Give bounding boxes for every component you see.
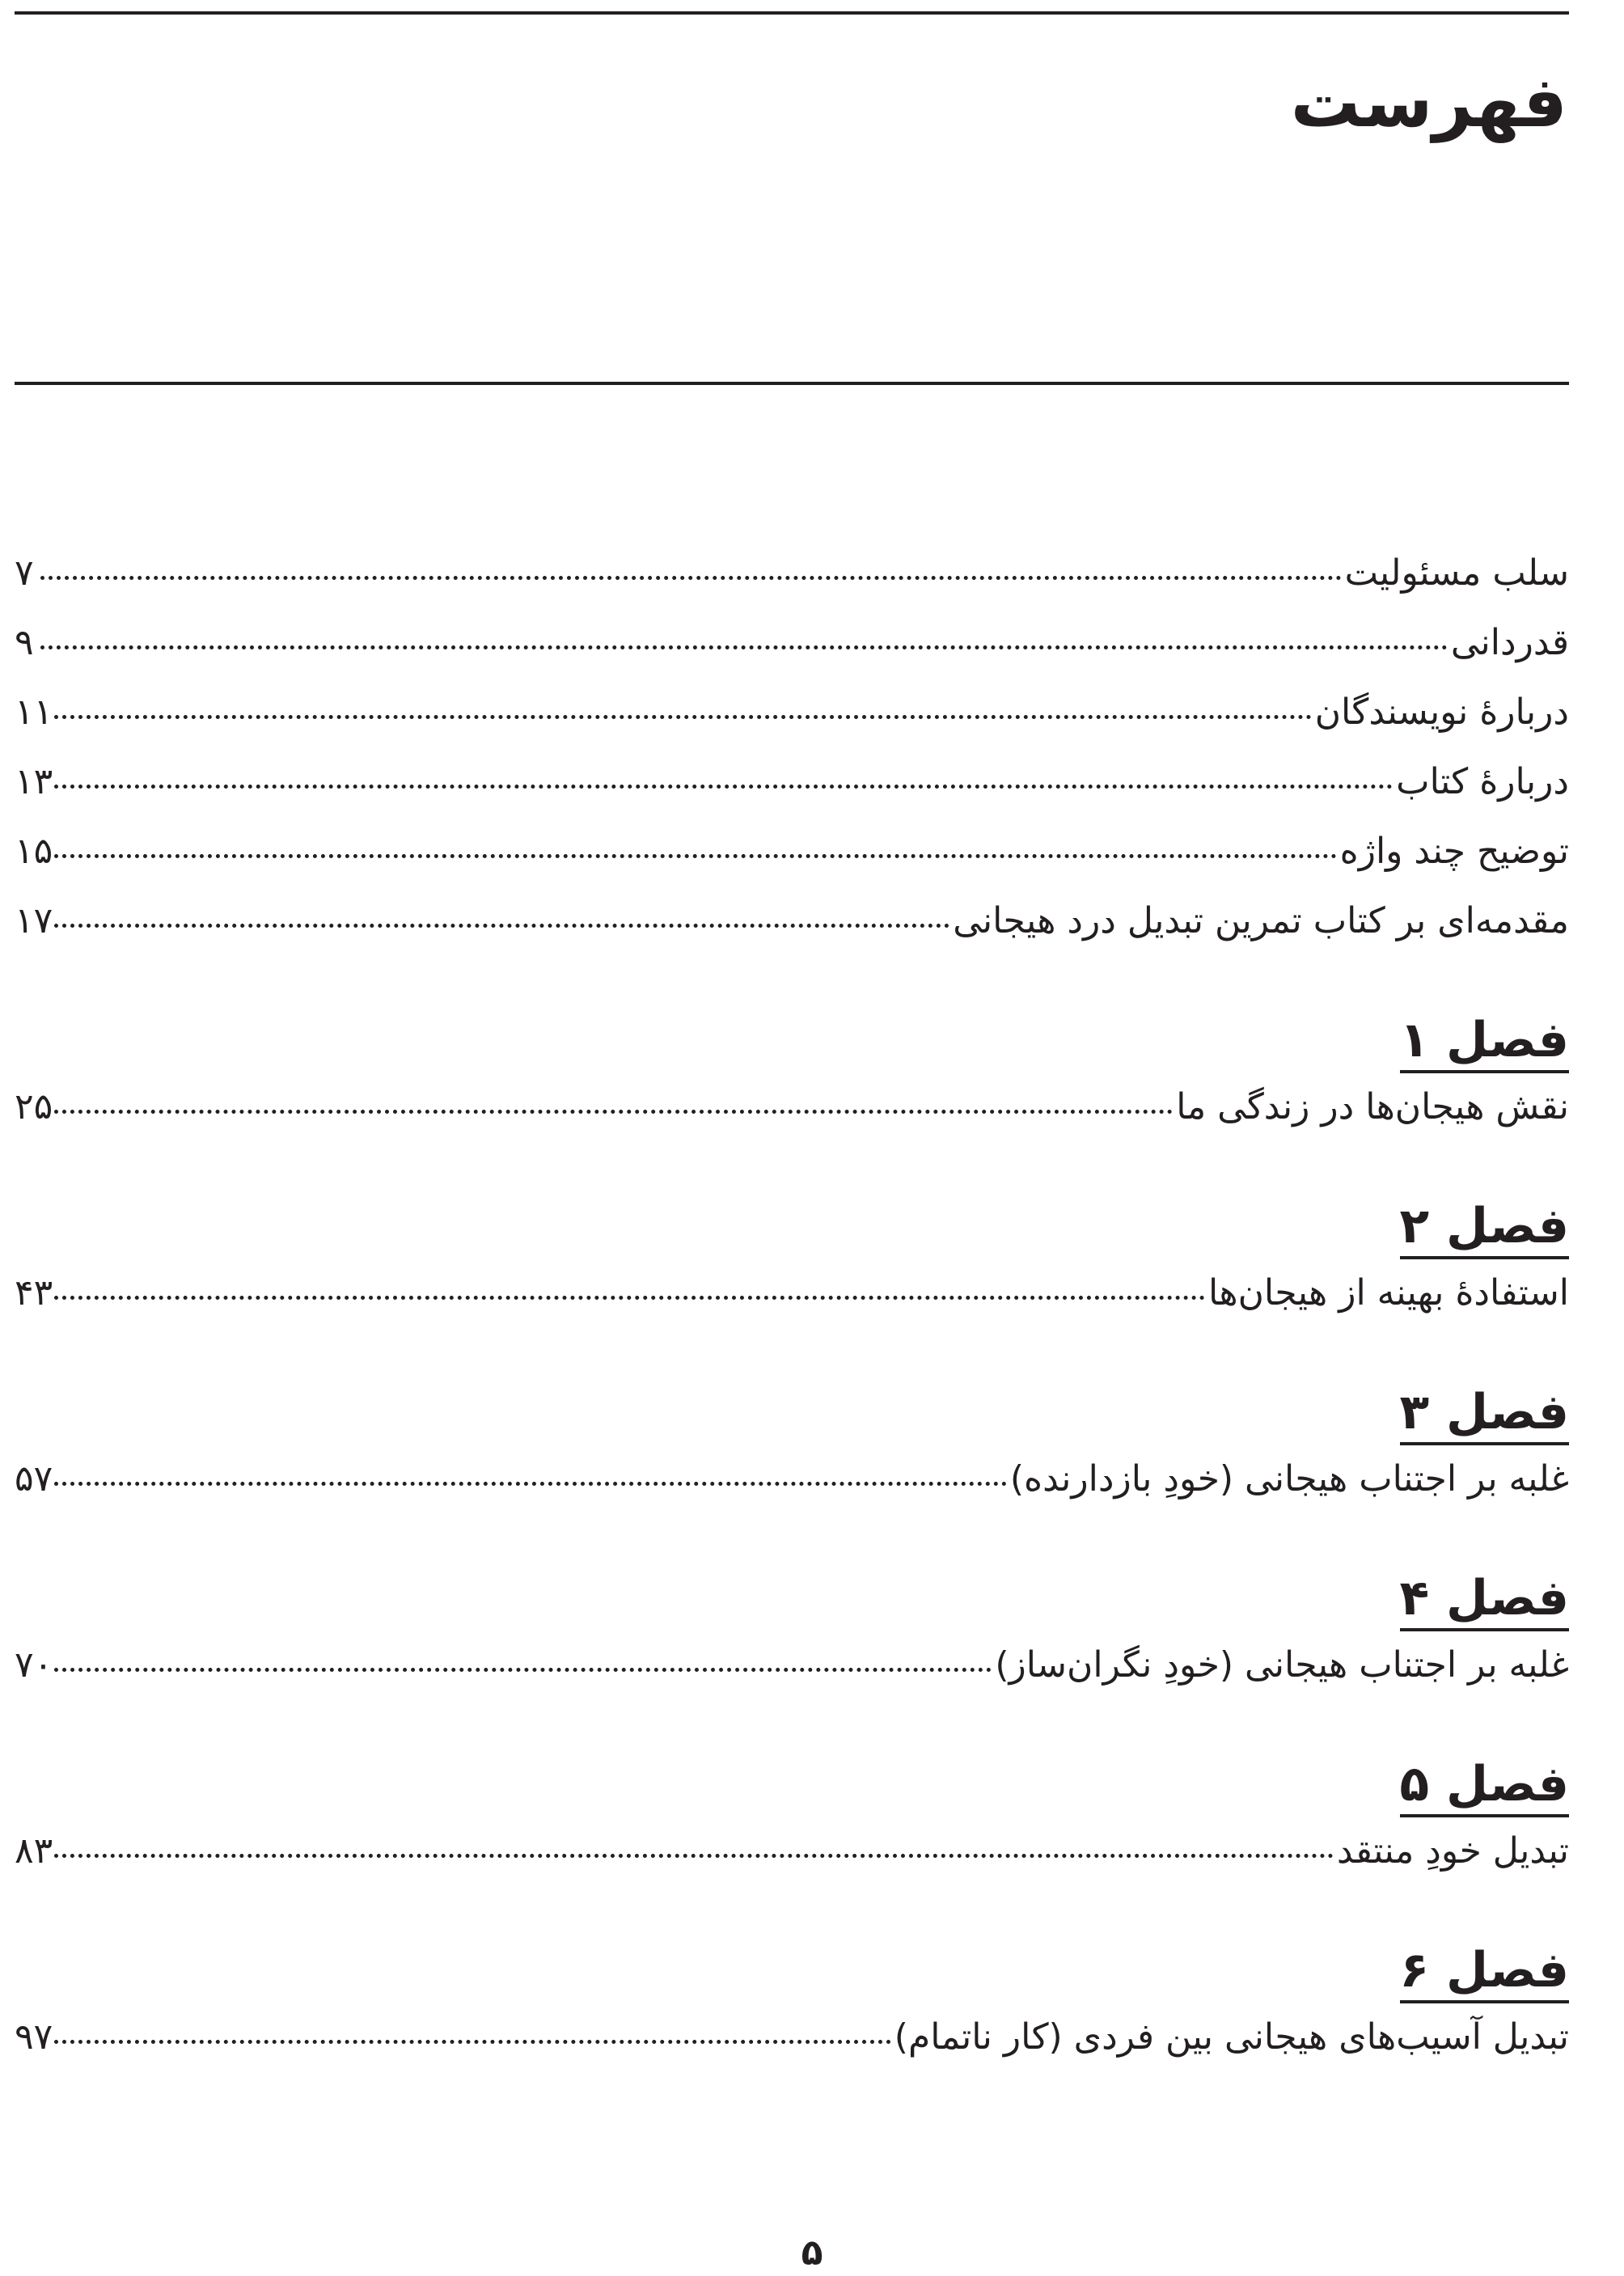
toc-entry-disclaimer[interactable] [15, 550, 1569, 620]
chapter-heading-3: فصل ۳ [15, 1380, 1569, 1456]
toc-entry-page: ۲۵ [15, 1086, 53, 1127]
toc-entry-label: تبدیل آسیب‌های هیجانی بین فردی (کار ناتمام) [894, 2016, 1569, 2058]
title-rule [15, 382, 1569, 385]
toc-entry-about-authors[interactable] [15, 689, 1569, 759]
toc-entry-page: ۹ [15, 622, 34, 663]
toc-entry-chapter-6[interactable] [15, 2014, 1569, 2084]
toc-entry-page: ۴۳ [15, 1272, 53, 1314]
toc-entry-label: دربارۀ نویسندگان [1314, 692, 1569, 733]
toc-entry-page: ۱۳ [15, 761, 53, 802]
toc-entry-chapter-1[interactable] [15, 1084, 1569, 1153]
toc-entry-page: ۵۷ [15, 1458, 53, 1500]
toc-entry-page: ۷ [15, 552, 34, 594]
toc-entry-label: دربارۀ کتاب [1396, 761, 1569, 802]
dot-leader [54, 2040, 891, 2044]
toc-entry-label: مقدمه‌ای بر کتاب تمرین تبدیل درد هیجانی [953, 900, 1569, 941]
toc-entry-page: ۸۳ [15, 1830, 53, 1872]
toc-entry-page: ۱۵ [15, 831, 53, 872]
toc-entry-acknowledgements[interactable] [15, 620, 1569, 689]
toc-entry-chapter-5[interactable] [15, 1828, 1569, 1897]
dot-leader [54, 924, 949, 928]
chapter-heading-5: فصل ۵ [15, 1752, 1569, 1828]
toc-entry-chapter-3[interactable] [15, 1456, 1569, 1525]
toc-entry-introduction[interactable] [15, 898, 1569, 967]
dot-leader [54, 1296, 1205, 1300]
dot-leader [54, 1482, 1007, 1486]
toc-entry-glossary[interactable] [15, 828, 1569, 898]
toc-entry-label: غلبه بر اجتناب هیجانی (خودِ بازدارنده) [1009, 1458, 1569, 1500]
page-number: ۵ [801, 2232, 823, 2274]
dot-leader [40, 645, 1448, 649]
dot-leader [54, 715, 1311, 719]
dot-leader [54, 1854, 1334, 1858]
toc-entry-label: استفادۀ بهینه از هیجان‌ها [1208, 1272, 1569, 1314]
dot-leader [54, 1110, 1173, 1114]
toc-entry-about-book[interactable] [15, 759, 1569, 828]
toc-entry-page: ۱۱ [15, 692, 53, 733]
toc-entry-page: ۹۷ [15, 2016, 53, 2058]
top-rule [15, 11, 1569, 15]
toc-entry-label: تبدیل خودِ منتقد [1336, 1830, 1569, 1872]
chapter-heading-6: فصل ۶ [15, 1938, 1569, 2014]
toc-entry-label: توضیح چند واژه [1339, 831, 1569, 872]
toc-entry-chapter-2[interactable] [15, 1270, 1569, 1339]
page-title: فهرست [1290, 62, 1567, 143]
toc-entry-label: قدردانی [1450, 622, 1569, 663]
toc-entry-label: نقش هیجان‌ها در زندگی ما [1176, 1086, 1569, 1127]
toc-entry-page: ۱۷ [15, 900, 53, 941]
dot-leader [54, 785, 1393, 789]
table-of-contents [15, 550, 1569, 2084]
toc-entry-chapter-4[interactable] [15, 1642, 1569, 1711]
dot-leader [40, 576, 1342, 580]
chapter-heading-1: فصل ۱ [15, 1008, 1569, 1084]
dot-leader [54, 1668, 992, 1672]
toc-entry-label: سلب مسئولیت [1344, 552, 1569, 594]
chapter-heading-4: فصل ۴ [15, 1566, 1569, 1642]
toc-entry-page: ۷۰ [15, 1644, 53, 1686]
toc-entry-label: غلبه بر اجتناب هیجانی (خودِ نگران‌ساز) [995, 1644, 1569, 1686]
dot-leader [54, 854, 1336, 858]
chapter-heading-2: فصل ۲ [15, 1194, 1569, 1270]
